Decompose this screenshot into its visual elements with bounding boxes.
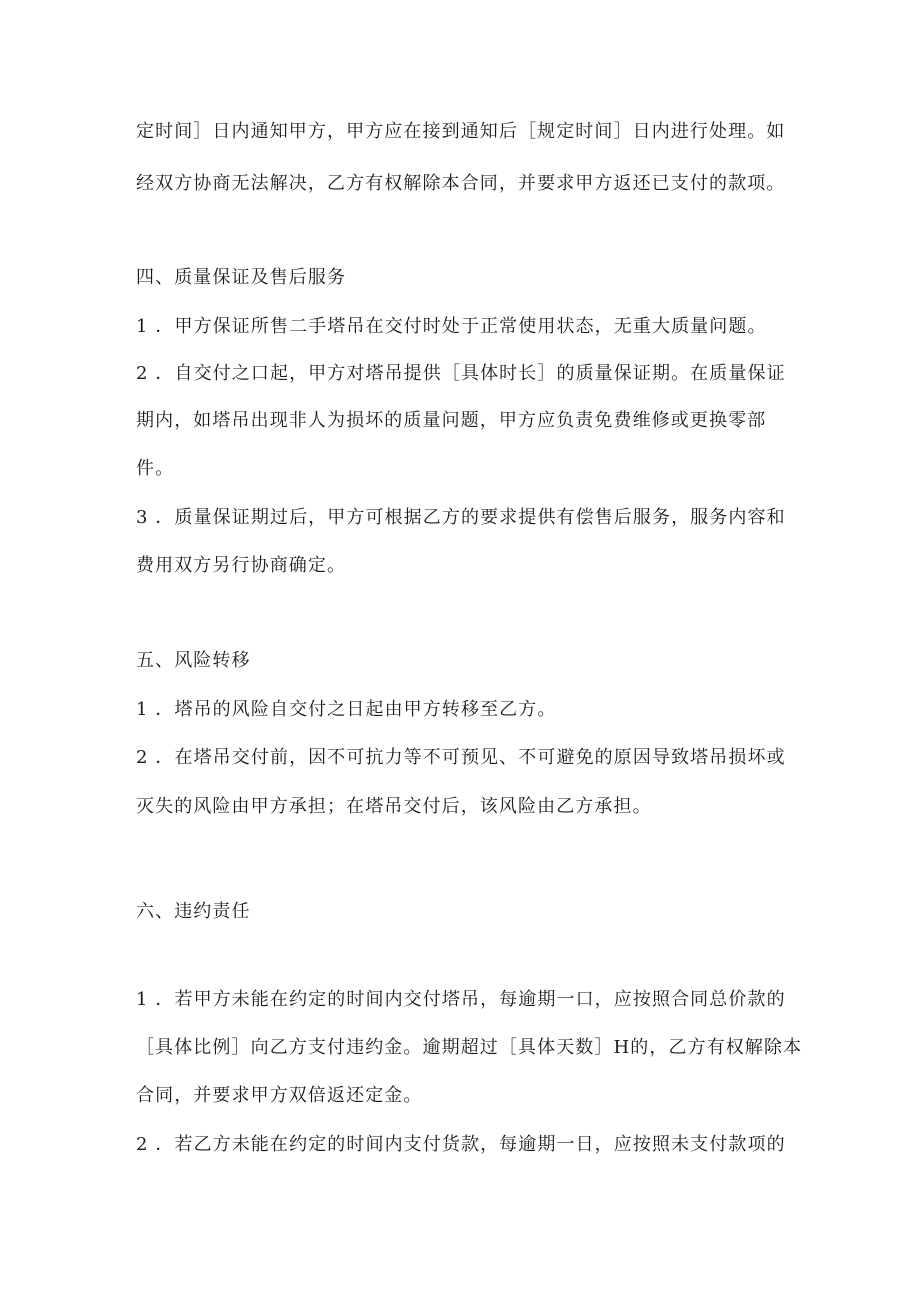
paragraph-line: ［具体比例］向乙方支付违约金。逾期超过［具体天数］H的，乙方有权解除本 <box>136 1037 803 1058</box>
paragraph-line: 费用双方另行协商确定。 <box>136 555 347 576</box>
paragraph-line: 定时间］日内通知甲方，甲方应在接到通知后［规定时间］日内进行处理。如 <box>136 121 786 142</box>
paragraph-line: 3 ．质量保证期过后，甲方可根据乙方的要求提供有偿售后服务，服务内容和 <box>136 507 786 528</box>
paragraph-line: 合同，并要求甲方双倍返还定金。 <box>136 1085 423 1106</box>
paragraph-line: 1 ．塔吊的风险自交付之日起由甲方转移至乙方。 <box>136 699 557 720</box>
section-heading: 五、风险转移 <box>136 650 251 671</box>
paragraph-line: 件。 <box>136 458 175 479</box>
paragraph-line: 2 ．在塔吊交付前，因不可抗力等不可预见、不可避免的原因导致塔吊损坏或 <box>136 747 786 768</box>
paragraph-line: 2 ．自交付之口起，甲方对塔吊提供［具体时长］的质量保证期。在质量保证 <box>136 363 786 384</box>
paragraph-line: 1 ．甲方保证所售二手塔吊在交付时处于正常使用状态，无重大质量问题。 <box>136 316 767 337</box>
paragraph-line: 期内，如塔吊出现非人为损坏的质量问题，甲方应负责免费维修或更换零部 <box>136 410 767 431</box>
paragraph-line: 1 ．若甲方未能在约定的时间内交付塔吊，每逾期一口，应按照合同总价款的 <box>136 989 786 1010</box>
paragraph-line: 灭失的风险由甲方承担；在塔吊交付后，该风险由乙方承担。 <box>136 796 652 817</box>
paragraph-line: 经双方协商无法解决，乙方有权解除本合同，并要求甲方返还已支付的款项。 <box>136 173 786 194</box>
section-heading: 六、违约责任 <box>136 901 251 922</box>
paragraph-line: 2 ．若乙方未能在约定的时间内支付货款，每逾期一日，应按照未支付款项的 <box>136 1134 786 1155</box>
section-heading: 四、质量保证及售后服务 <box>136 267 347 288</box>
